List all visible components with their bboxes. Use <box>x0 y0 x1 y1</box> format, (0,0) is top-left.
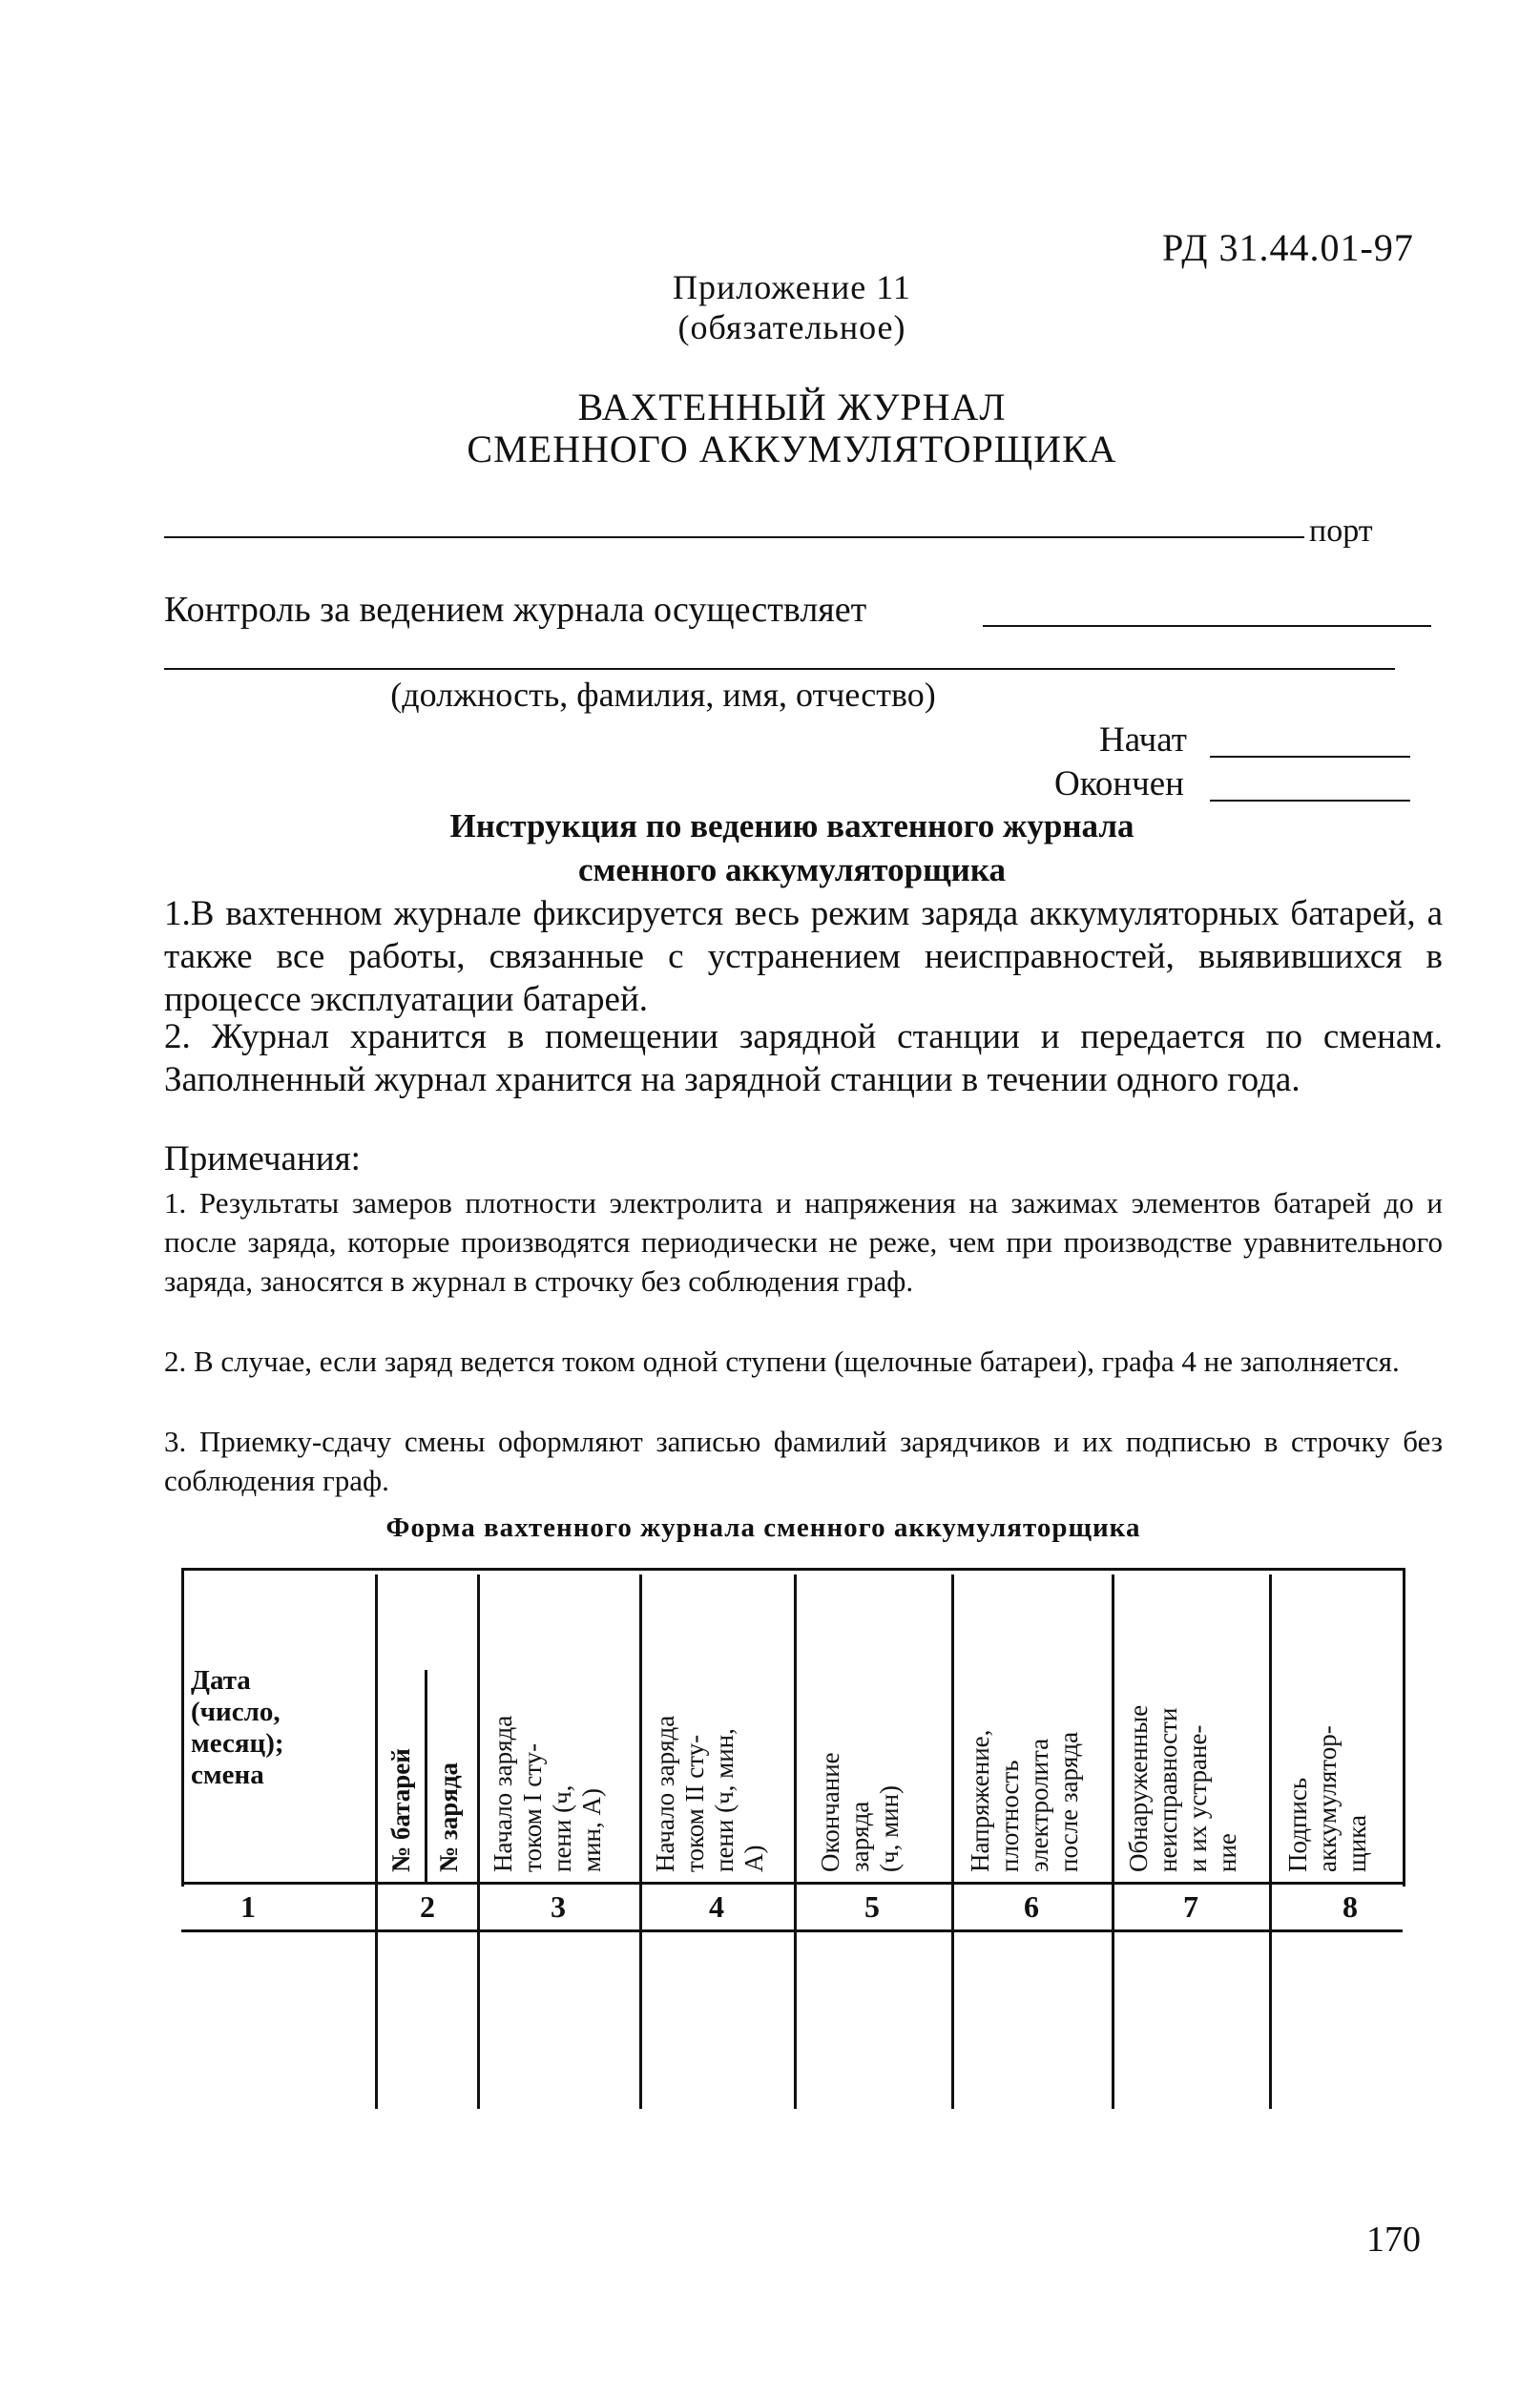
started-label: Начат <box>1099 720 1187 760</box>
col-divider-2 <box>477 1574 480 2109</box>
journal-title-line2: СМЕННОГО АККУМУЛЯТОРЩИКА <box>467 427 1117 470</box>
appendix-number: Приложение 11 <box>673 268 911 306</box>
instructions-heading-line1: Инструкция по ведению вахтенного журнала <box>449 807 1134 845</box>
col-number-8: 8 <box>1342 1889 1358 1924</box>
note-1: 1. Результаты замеров плотности электролита и напряжения на зажимах элементов батарей до и после заряда, которые производятся периодически не реже, чем при производстве уравнительного заряда, заносятся в журнал в строчку без соблюдения граф. <box>164 1186 1443 1298</box>
col-divider-5 <box>951 1574 954 2109</box>
finished-label: Окончен <box>1054 764 1184 803</box>
journal-title-line1: ВАХТЕННЫЙ ЖУРНАЛ <box>577 386 1007 428</box>
port-label: порт <box>1309 513 1373 549</box>
note-2: 2. В случае, если заряд ведется током одной ступени (щелочные батареи), графа 4 не заполняется. <box>164 1345 1400 1378</box>
started-blank-line <box>1210 756 1410 758</box>
instruction-item-1: 1.В вахтенном журнале фиксируется весь режим заряда аккумуляторных батарей, а также все работы, связанные с устранением неисправностей, выявившихся в процессе эксплуатации батарей. <box>164 894 1443 1019</box>
finished-blank-line <box>1210 800 1410 802</box>
control-blank-line-2 <box>164 668 1395 670</box>
control-label: Контроль за ведением журнала осуществляет <box>164 590 867 630</box>
col3-header: Начало заряда током I сту- пени (ч, мин, А) <box>489 1715 606 1872</box>
col6-header: Напряжение, плотность электролита после заряда <box>966 1729 1083 1872</box>
document-code: РД 31.44.01-97 <box>1162 226 1414 269</box>
position-caption: (должность, фамилия, имя, отчество) <box>390 676 936 714</box>
col-number-5: 5 <box>864 1889 880 1924</box>
note-3: 3. Приемку-сдачу смены оформляют записью фамилий зарядчиков и их подписью в строчку без соблюдения граф. <box>164 1425 1443 1497</box>
page-number: 170 <box>1366 2220 1421 2260</box>
col-divider-1 <box>375 1574 378 2109</box>
table-left-border <box>181 1568 184 1887</box>
port-blank-line <box>164 536 1304 538</box>
table-header-bottom <box>181 1882 1403 1885</box>
col1-header: Дата (число, месяц); смена <box>191 1665 284 1790</box>
table-right-border <box>1403 1568 1405 1887</box>
col-number-6: 6 <box>1024 1889 1039 1924</box>
appendix-status: (обязательное) <box>677 308 906 346</box>
col-number-4: 4 <box>709 1889 724 1924</box>
table-numbers-bottom <box>181 1929 1403 1932</box>
col-divider-3 <box>639 1574 642 2109</box>
form-table-title: Форма вахтенного журнала сменного аккумуляторщика <box>385 1512 1141 1543</box>
col-divider-6 <box>1112 1574 1114 2109</box>
table-top-border <box>181 1568 1403 1571</box>
col-number-2: 2 <box>420 1889 435 1924</box>
col-number-7: 7 <box>1183 1889 1198 1924</box>
col7-header: Обнаруженные неисправности и их устране- ние <box>1124 1704 1241 1872</box>
col-divider-7 <box>1269 1574 1272 2109</box>
instruction-item-2: 2. Журнал хранится в помещении зарядной станции и передается по сменам. Заполненный журнал хранится на зарядной станции в течении одного года. <box>164 1017 1443 1099</box>
notes-label: Примечания: <box>164 1139 361 1178</box>
col8-header: Подпись аккумулятор- щика <box>1283 1725 1371 1872</box>
col-divider-2ab <box>425 1670 427 1882</box>
col-number-3: 3 <box>551 1889 566 1924</box>
control-blank-line <box>983 625 1431 627</box>
instructions-heading-line2: сменного аккумуляторщика <box>578 851 1006 888</box>
col5-header: Окончание заряда (ч, мин) <box>816 1752 904 1872</box>
col2b-header: № заряда <box>434 1762 463 1872</box>
col-divider-4 <box>794 1574 797 2109</box>
col2a-header: № батарей <box>386 1748 415 1872</box>
col-number-1: 1 <box>240 1889 256 1924</box>
col4-header: Начало заряда током II сту- пени (ч, мин, А) <box>651 1715 768 1872</box>
